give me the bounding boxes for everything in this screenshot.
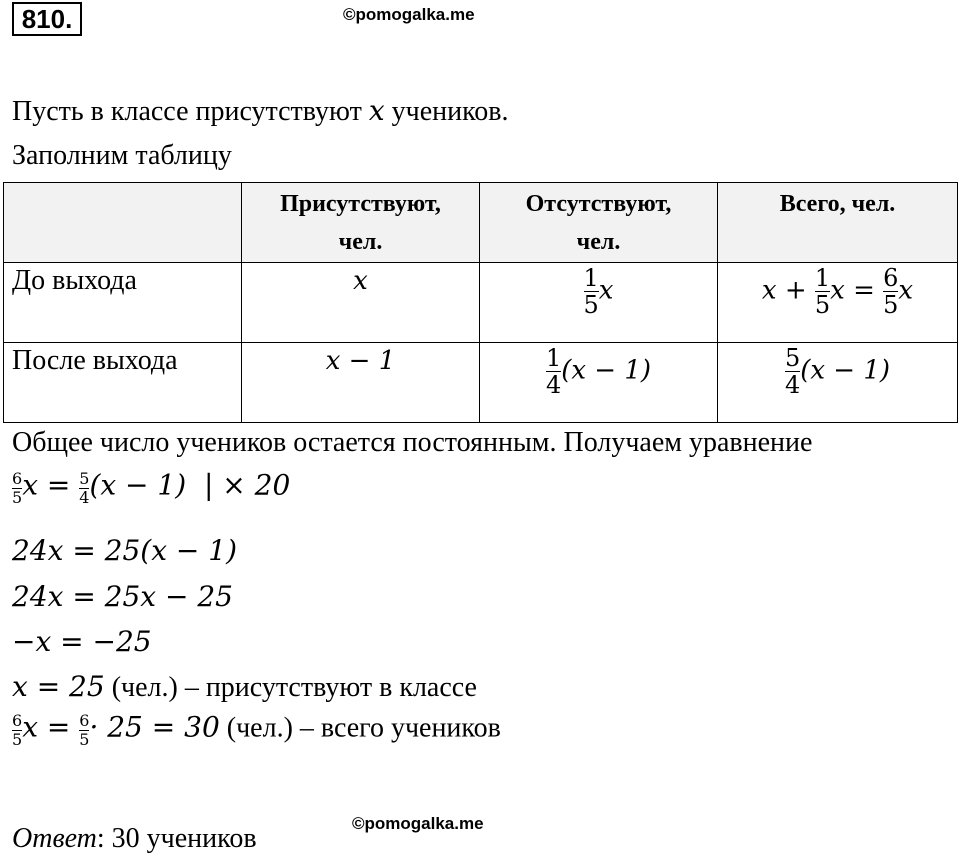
fraction-numerator: 6 xyxy=(12,711,23,730)
fraction xyxy=(883,265,898,319)
data-table xyxy=(3,182,958,423)
table-header-row xyxy=(4,183,958,263)
header-cell-total xyxy=(718,183,958,263)
fraction-denominator: 4 xyxy=(545,371,562,400)
cell-total-after xyxy=(718,343,958,423)
equation-5 xyxy=(12,672,477,704)
intro-variable: x xyxy=(368,94,385,127)
fraction xyxy=(79,712,89,748)
fraction-numerator: 6 xyxy=(79,711,90,730)
fraction-denominator: 5 xyxy=(79,729,90,749)
task-number: 810. xyxy=(12,2,82,36)
header-absent-line-a: Отсутствуют, xyxy=(525,191,672,217)
row-label-before: До выхода xyxy=(4,263,242,343)
absent-after-tail: (x − 1) xyxy=(561,355,652,386)
header-cell-present xyxy=(242,183,480,263)
fraction xyxy=(12,712,22,748)
fraction xyxy=(815,265,830,319)
fraction-numerator: 6 xyxy=(12,469,23,488)
intro-line-1 xyxy=(12,96,509,128)
watermark-bottom: ©pomogalka.me xyxy=(352,814,484,833)
header-present-line-a: Присутствуют, xyxy=(280,191,441,217)
eq1-tail: (x − 1) | × 20 xyxy=(89,468,291,502)
watermark-top: ©pomogalka.me xyxy=(343,5,475,24)
intro-text-before: Пусть в классе присутствуют xyxy=(12,96,369,127)
present-after-value: x − 1 xyxy=(325,346,396,376)
cell-absent-before xyxy=(480,263,718,343)
answer-line xyxy=(12,824,257,855)
fraction-denominator: 5 xyxy=(814,291,831,320)
eq5-math: x = 25 xyxy=(12,670,105,703)
intro-line-2: Заполним таблицу xyxy=(12,140,232,171)
total-before-part-c: x xyxy=(898,275,914,306)
total-before-part-b: x = xyxy=(830,275,884,306)
equation-1 xyxy=(12,470,290,506)
cell-absent-after xyxy=(480,343,718,423)
cell-present-after xyxy=(242,343,480,423)
equation-3: 24x = 25x − 25 xyxy=(12,580,233,613)
fraction-denominator: 4 xyxy=(79,487,90,507)
eq6-mid: x = xyxy=(22,710,80,744)
fraction-denominator: 4 xyxy=(784,371,801,400)
table-row xyxy=(4,343,958,423)
fraction-denominator: 5 xyxy=(583,291,599,320)
fraction-numerator: 1 xyxy=(583,264,599,292)
eq6-text-tail: (чел.) – всего учеников xyxy=(219,712,501,744)
header-total-line: Всего, чел. xyxy=(779,191,896,217)
eq1-mid: x = xyxy=(22,468,80,502)
absent-before-var: x xyxy=(598,275,614,306)
solution-statement: Общее число учеников остается постоянным. Получаем уравнение xyxy=(12,427,813,458)
cell-total-before xyxy=(718,263,958,343)
intro-text-after: учеников. xyxy=(384,96,509,127)
fraction-numerator: 1 xyxy=(545,344,562,372)
header-cell-absent xyxy=(480,183,718,263)
cell-present-before xyxy=(242,263,480,343)
answer-label: Ответ xyxy=(12,823,97,854)
header-present-line-b: чел. xyxy=(338,229,383,255)
fraction-denominator: 5 xyxy=(12,487,23,507)
present-before-value: x xyxy=(353,266,368,296)
fraction xyxy=(546,345,561,399)
fraction-numerator: 6 xyxy=(883,264,899,292)
answer-text: : 30 учеников xyxy=(96,823,257,854)
fraction-numerator: 5 xyxy=(79,469,90,488)
fraction xyxy=(785,345,800,399)
fraction xyxy=(79,470,89,506)
total-before-part-a: x + xyxy=(761,275,815,306)
fraction xyxy=(12,470,22,506)
equation-6 xyxy=(12,712,501,748)
equation-2: 24x = 25(x − 1) xyxy=(12,534,238,567)
equation-4: −x = −25 xyxy=(12,625,152,658)
fraction-numerator: 5 xyxy=(784,344,801,372)
fraction xyxy=(584,265,599,319)
eq5-text: (чел.) – присутствуют в классе xyxy=(104,672,477,703)
row-label-after: После выхода xyxy=(4,343,242,423)
fraction-denominator: 5 xyxy=(12,729,23,749)
fraction-denominator: 5 xyxy=(883,291,899,320)
fraction-numerator: 1 xyxy=(814,264,831,292)
total-after-tail: (x − 1) xyxy=(800,355,891,386)
header-absent-line-b: чел. xyxy=(576,229,621,255)
table-row xyxy=(4,263,958,343)
eq6-math-tail: · 25 = 30 xyxy=(89,710,220,744)
header-cell-empty xyxy=(4,183,242,263)
